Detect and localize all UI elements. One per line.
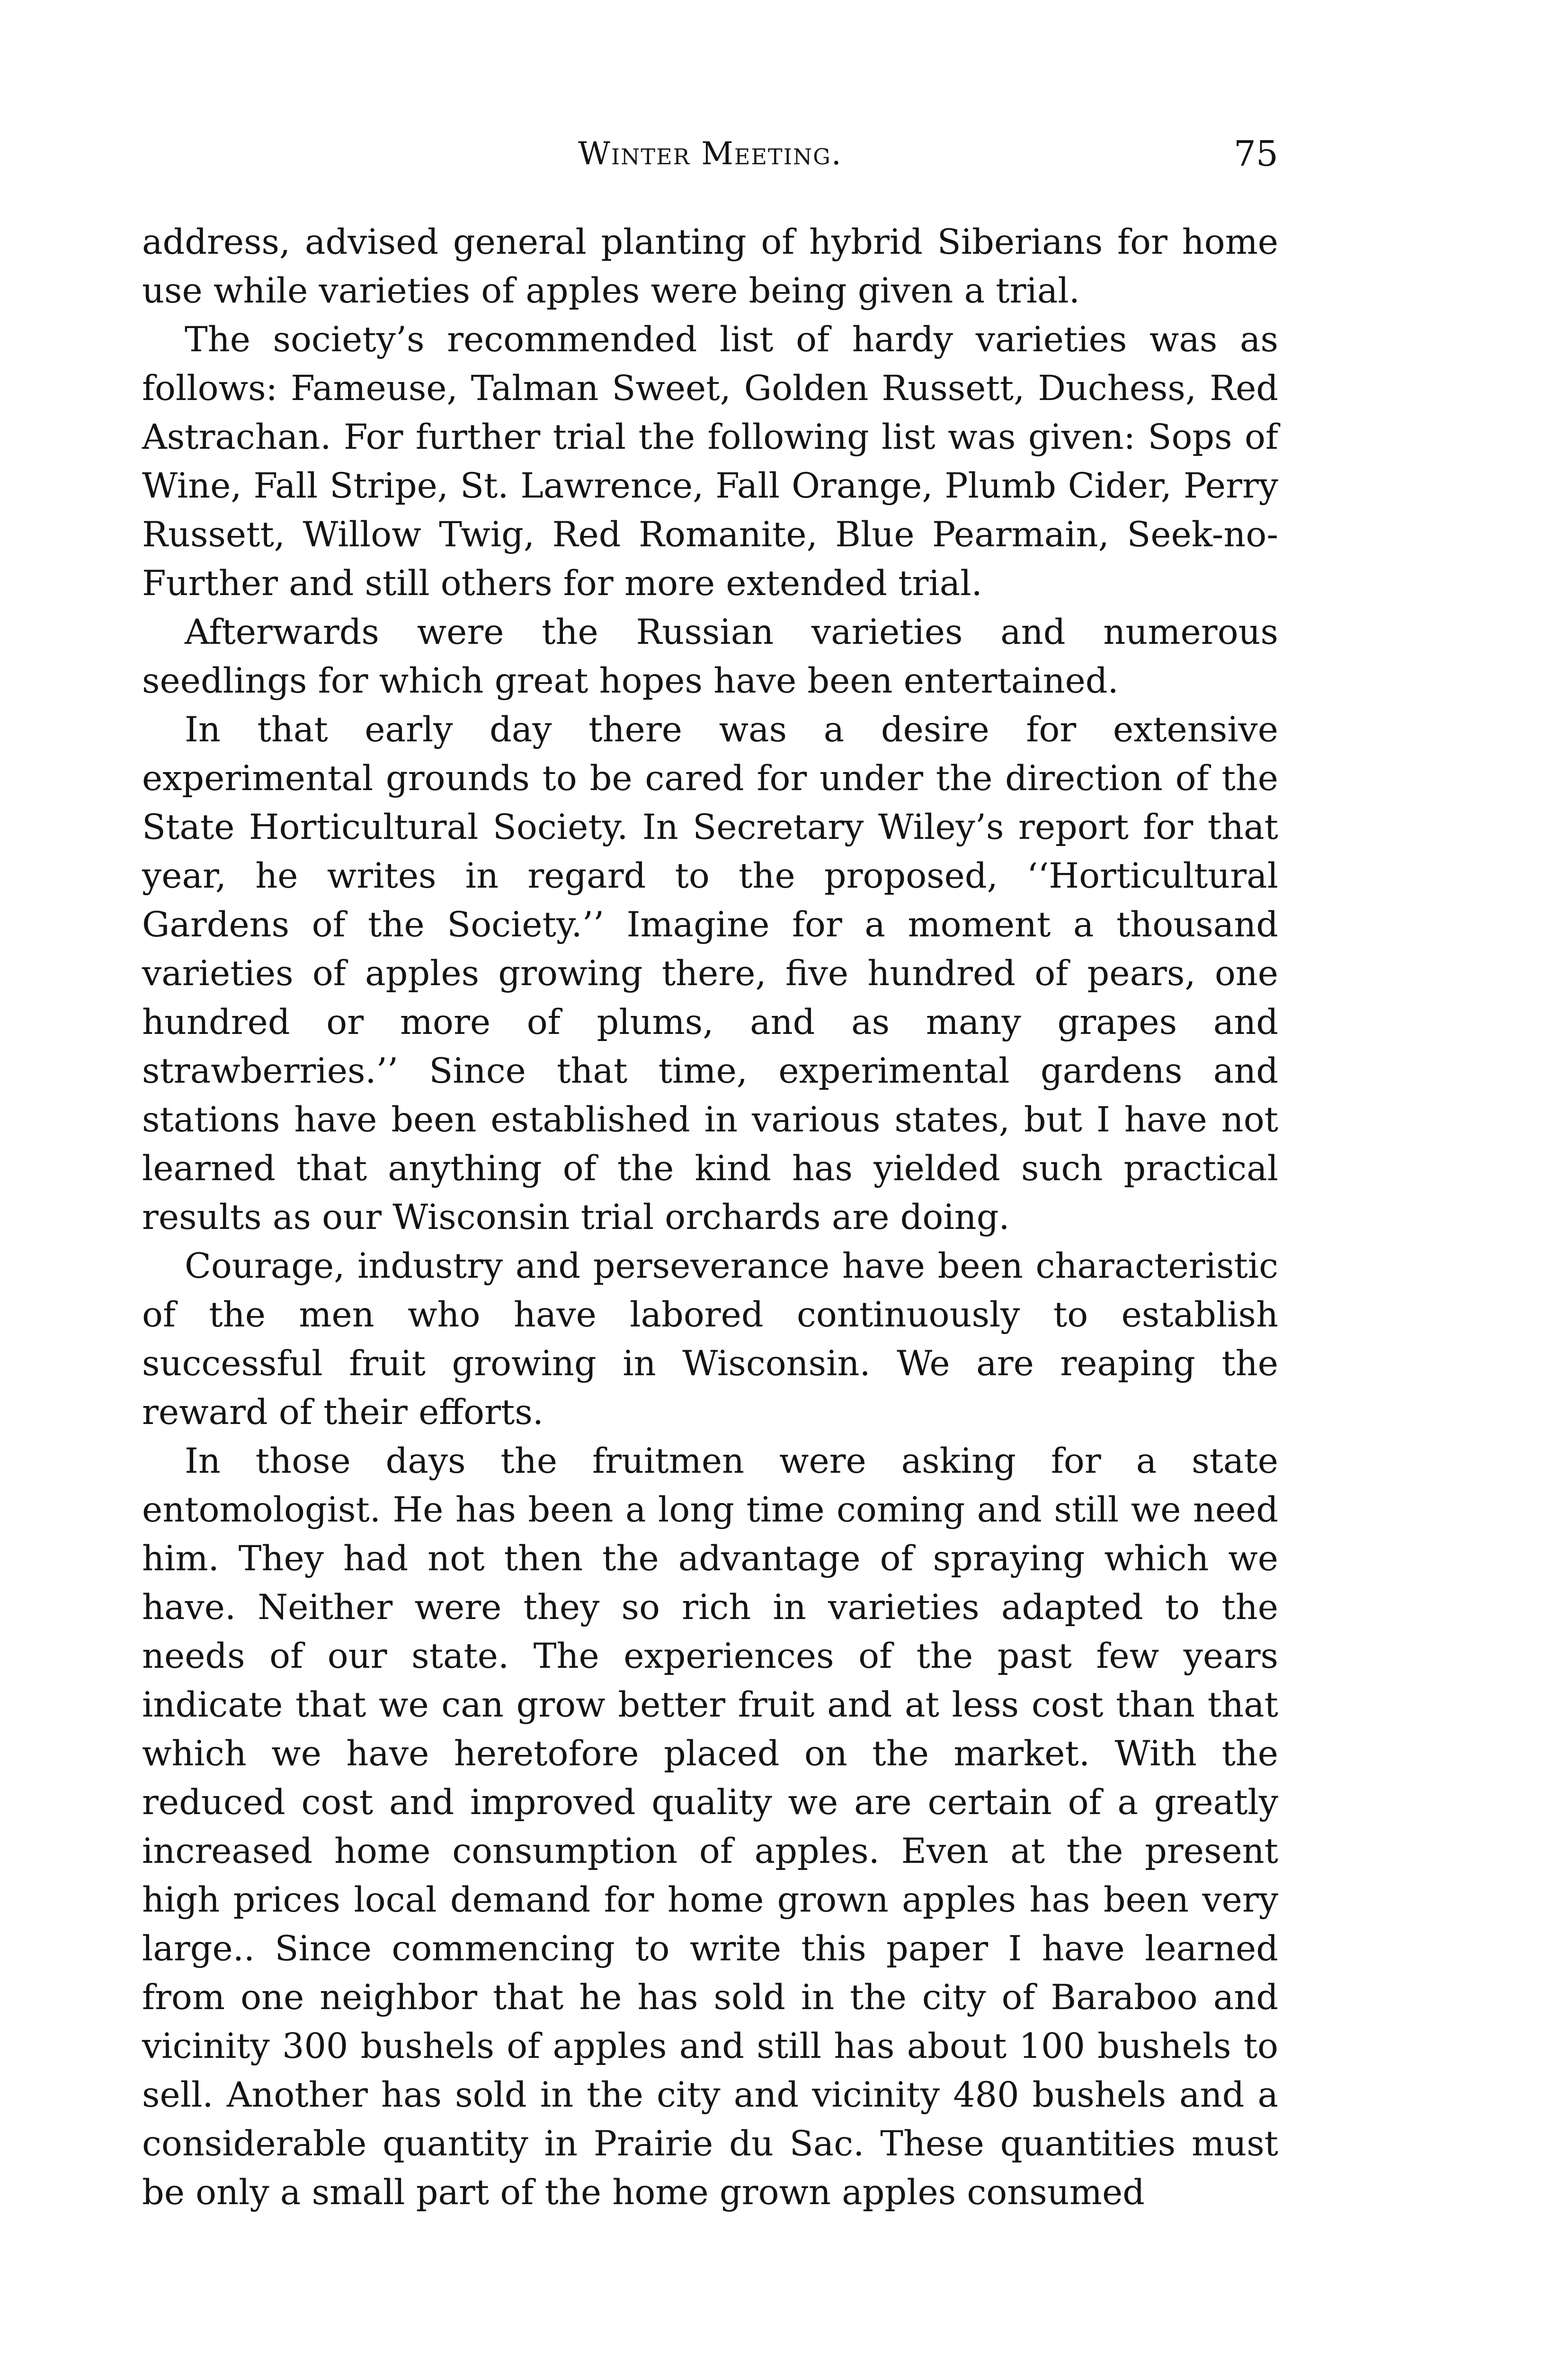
paragraph-recommended-list: The society’s recommended list of hardy varieties was as follows: Fameuse, Talman Sweet, Golden Russett, Duchess, Red Astrachan. For further trial the following list was given: Sops of Wine, Fall Stripe, St. Lawrence, Fall Orange, Plumb Cider, Perry Russett, Willow Twig, Red Romanite, Blue Pearmain, Seek-no-Further and still others for more extended trial. [142,320,1278,604]
body-text [142,218,1278,2217]
paragraph-experimental-grounds: In that early day there was a desire for extensive experimental grounds to be cared for under the direction of the State Horticultural Society. In Secretary Wiley’s report for that year, he writes in regard to the proposed, ‘‘Horticultural Gardens of the Society.’’ Imagine for a moment a thousand varieties of apples growing there, five hundred of pears, one hundred or more of plums, and as many grapes and strawberries.’’ Since that time, experimental gardens and stations have been established in various states, but I have not learned that anything of the kind has yielded such practical results as our Wisconsin trial orchards are doing. [142,710,1278,1237]
running-head: Winter Meeting. [578,135,842,172]
paragraph-russian-varieties: Afterwards were the Russian varieties and numerous seedlings for which great hopes have been entertained. [142,612,1278,701]
paragraph-continued: address, advised general planting of hybrid Siberians for home use while varieties of apples were being given a trial. [142,222,1278,311]
page-number: 75 [1233,133,1278,174]
page-header [142,128,1278,180]
paragraph-courage: Courage, industry and perseverance have been characteristic of the men who have labored continuously to establish successful fruit growing in Wisconsin. We are reaping the reward of their efforts. [142,1246,1278,1433]
paragraph-entomologist: In those days the fruitmen were asking for a state entomologist. He has been a long time coming and still we need him. They had not then the advantage of spraying which we have. Neither were they so rich in varieties adapted to the needs of our state. The experiences of the past few years indicate that we can grow better fruit and at less cost than that which we have heretofore placed on the market. With the reduced cost and improved quality we are certain of a greatly increased home consumption of apples. Even at the present high prices local demand for home grown apples has been very large.. Since commencing to write this paper I have learned from one neighbor that he has sold in the city of Baraboo and vicinity 300 bushels of apples and still has about 100 bushels to sell. Another has sold in the city and vicinity 480 bushels and a considerable quantity in Prairie du Sac. These quantities must be only a small part of the home grown apples consumed [142,1441,1278,2213]
